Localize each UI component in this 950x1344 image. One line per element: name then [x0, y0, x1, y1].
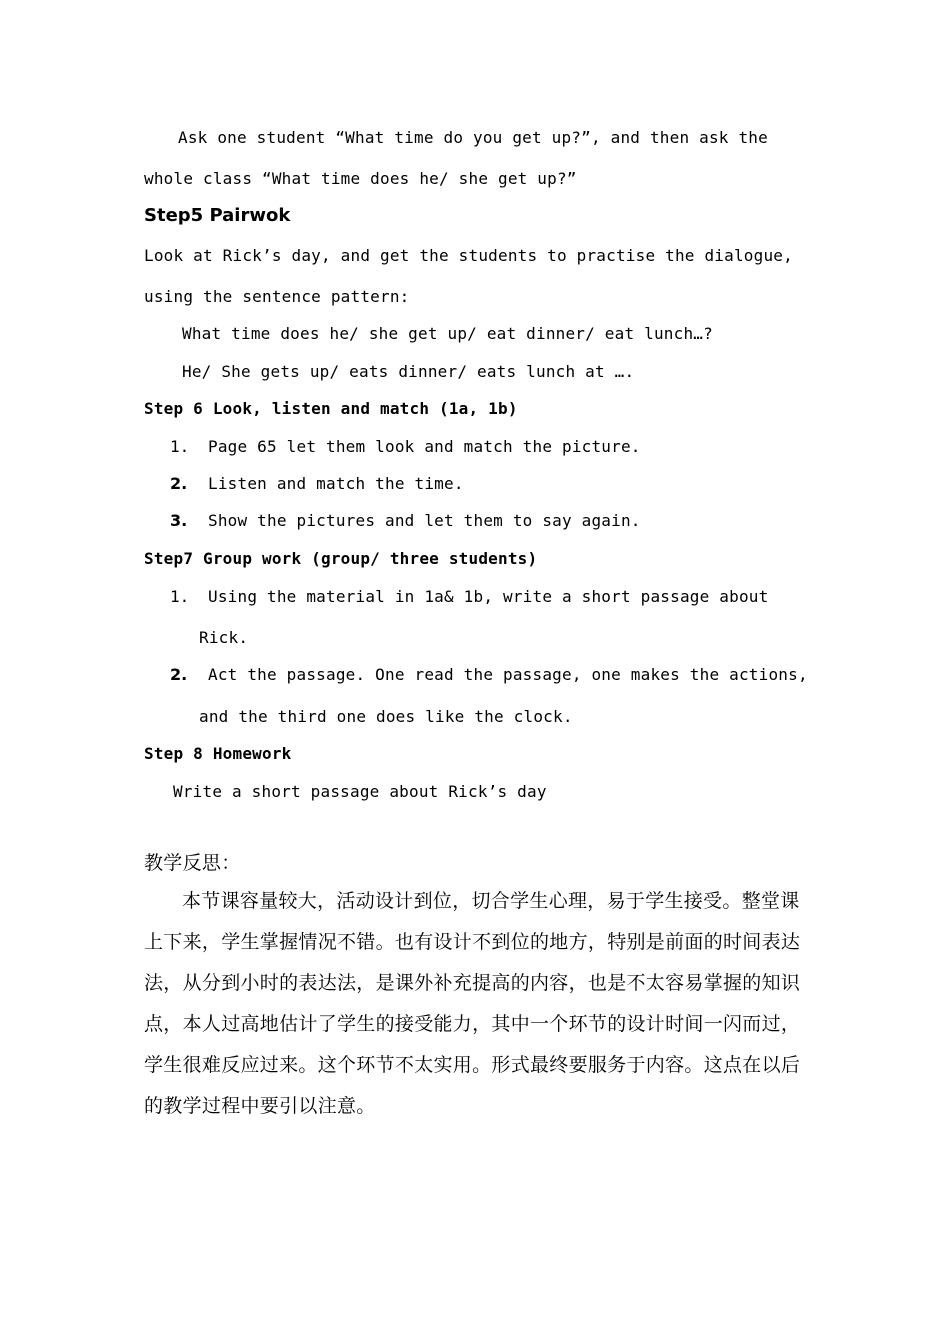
step5-pattern-1: What time does he/ she get up/ eat dinner/ eat lunch…?	[182, 324, 713, 343]
step4-line-1: Ask one student “What time do you get up?”, and then ask the	[178, 128, 768, 147]
step7-item-2-text: Act the passage. One read the passage, one makes the actions,	[208, 665, 808, 684]
step5-line-2: using the sentence pattern:	[144, 287, 410, 306]
reflection-heading: 教学反思：	[144, 852, 241, 874]
reflection-line-3: 法，从分到小时的表达法，是课外补充提高的内容，也是不太容易掌握的知识	[144, 972, 801, 994]
step6-heading: Step 6 Look, listen and match (1a, 1b)	[144, 399, 518, 418]
reflection-line-2: 上下来，学生掌握情况不错。也有设计不到位的地方，特别是前面的时间表达	[144, 931, 801, 953]
step7-item-2-number: 2.	[170, 665, 188, 684]
step8-heading: Step 8 Homework	[144, 744, 292, 763]
step8-line-1: Write a short passage about Rick’s day	[173, 782, 547, 801]
step6-item-1-number: 1.	[170, 437, 190, 456]
step7-item-1-continuation: Rick.	[199, 628, 249, 647]
reflection-line-1: 本节课容量较大，活动设计到位，切合学生心理，易于学生接受。整堂课	[182, 890, 800, 912]
reflection-line-5: 学生很难反应过来。这个环节不太实用。形式最终要服务于内容。这点在以后	[144, 1054, 801, 1076]
reflection-line-6: 的教学过程中要引以注意。	[144, 1095, 376, 1117]
reflection-line-4: 点，本人过高地估计了学生的接受能力，其中一个环节的设计时间一闪而过，	[144, 1013, 801, 1035]
step7-item-2-continuation: and the third one does like the clock.	[199, 707, 573, 726]
step4-line-2: whole class “What time does he/ she get up?”	[144, 169, 577, 188]
step7-heading: Step7 Group work (group/ three students)	[144, 549, 538, 568]
step6-item-1-text: Page 65 let them look and match the picture.	[208, 437, 641, 456]
step6-item-3-number: 3.	[170, 511, 188, 530]
step6-item-2-number: 2.	[170, 474, 188, 493]
step5-heading: Step5 Pairwok	[144, 205, 291, 226]
step5-line-1: Look at Rick’s day, and get the students to practise the dialogue,	[144, 246, 793, 265]
step7-item-1-text: Using the material in 1a& 1b, write a short passage about	[208, 587, 769, 606]
step5-pattern-2: He/ She gets up/ eats dinner/ eats lunch at ….	[182, 362, 635, 381]
step7-item-1-number: 1.	[170, 587, 190, 606]
step6-item-3-text: Show the pictures and let them to say again.	[208, 511, 641, 530]
step6-item-2-text: Listen and match the time.	[208, 474, 464, 493]
